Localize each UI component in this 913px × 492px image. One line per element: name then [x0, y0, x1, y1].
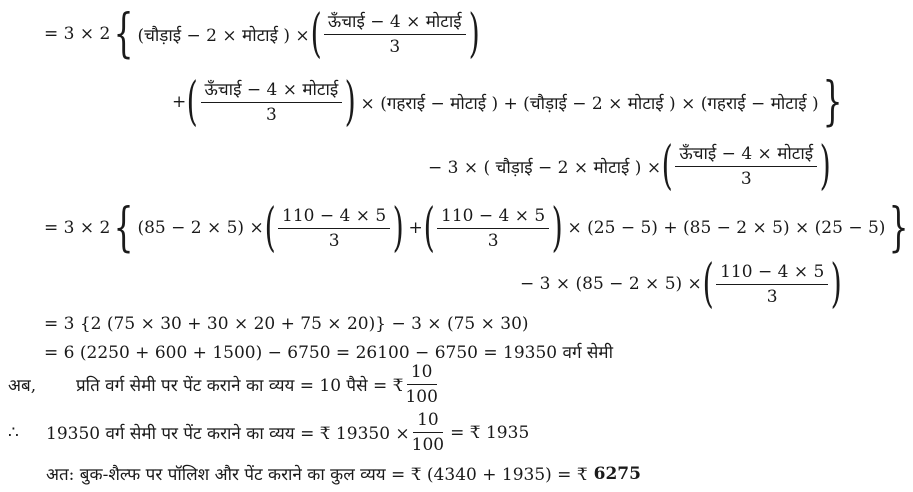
fraction-denominator: 3: [328, 230, 340, 251]
fraction-numerator: 10: [407, 362, 437, 385]
final-answer: 6275: [593, 463, 641, 484]
equation-line-4: [44, 198, 913, 258]
line-7-text: = 6 (2250 + 600 + 1500) − 6750 = 26100 − 6750 = 19350 वर्ग सेमी: [44, 343, 613, 363]
fraction-numerator: 110 − 4 × 5: [437, 206, 549, 229]
fraction-numerator: ऊँचाई − 4 × मोटाई: [201, 80, 343, 103]
line-8-lead: अब,: [8, 376, 37, 396]
fraction-numerator: 110 − 4 × 5: [716, 262, 828, 285]
final-total-line: [46, 462, 641, 485]
line-2-prefix: +: [172, 92, 187, 112]
equation-line-3: [428, 136, 831, 196]
line-9-result: = ₹ 1935: [450, 422, 530, 443]
fraction-denominator: 100: [411, 435, 445, 455]
line-4-tail: × (25 − 5) + (85 − 2 × 5) × (25 − 5): [567, 218, 886, 238]
close-paren: ): [819, 136, 831, 196]
fraction-denominator: 3: [389, 36, 401, 57]
line-1-term: (चौड़ाई − 2 × मोटाई ) ×: [137, 25, 310, 46]
open-paren: (: [186, 72, 198, 132]
total-paint-cost-line: [8, 410, 529, 455]
fraction-numerator: ऊँचाई − 4 × मोटाई: [675, 144, 817, 167]
therefore-symbol: ∴: [8, 422, 19, 443]
close-paren: ): [551, 198, 563, 258]
equation-line-5: [520, 254, 843, 314]
fraction: [405, 362, 437, 407]
line-4-prefix: = 3 × 2: [44, 218, 111, 238]
equation-line-1: [44, 4, 480, 64]
open-paren: (: [702, 254, 714, 314]
fraction: [278, 206, 390, 251]
close-paren: ): [468, 4, 480, 64]
close-paren: ): [392, 198, 404, 258]
fraction: [412, 410, 444, 455]
line-6-text: = 3 {2 (75 × 30 + 30 × 20 + 75 × 20)} − 3 × (75 × 30): [44, 314, 529, 334]
fraction: [437, 206, 549, 251]
close-brace: }: [889, 198, 909, 258]
open-paren: (: [423, 198, 435, 258]
line-5-term: − 3 × (85 − 2 × 5) ×: [520, 274, 702, 294]
line-4-term: (85 − 2 × 5) ×: [137, 218, 264, 238]
fraction: [201, 80, 343, 125]
equation-line-2: [172, 72, 846, 132]
fraction-numerator: 110 − 4 × 5: [278, 206, 390, 229]
close-paren: ): [830, 254, 843, 314]
equation-line-7: [44, 340, 613, 363]
fraction: [324, 12, 466, 57]
line-10-text: अत: बुक-शैल्फ पर पॉलिश और पेंट कराने का कुल व्यय = ₹ (4340 + 1935) = ₹: [46, 465, 588, 485]
line-9-text: 19350 वर्ग सेमी पर पेंट कराने का व्यय = ₹ 19350 ×: [46, 424, 410, 444]
fraction-denominator: 3: [487, 230, 499, 251]
fraction-denominator: 3: [265, 104, 277, 125]
fraction-numerator: 10: [413, 410, 443, 433]
line-3-term: − 3 × ( चौड़ाई − 2 × मोटाई ) ×: [428, 157, 662, 178]
open-paren: (: [264, 198, 276, 258]
plus-sign: +: [408, 218, 423, 238]
close-paren: ): [344, 72, 356, 132]
fraction: [675, 144, 817, 189]
open-paren: (: [310, 4, 322, 64]
cost-per-unit-line: [8, 362, 440, 407]
fraction-denominator: 100: [405, 387, 438, 407]
fraction-denominator: 3: [766, 286, 778, 307]
open-brace: {: [113, 4, 134, 64]
line-1-prefix: = 3 × 2: [44, 24, 111, 44]
open-brace: {: [113, 198, 134, 258]
close-brace: }: [822, 72, 843, 132]
open-paren: (: [661, 136, 673, 196]
line-2-term: × (गहराई − मोटाई ) + (चौड़ाई − 2 × मोटाई ) × (गहराई − मोटाई ): [360, 93, 819, 114]
fraction: [716, 262, 828, 307]
equation-line-6: [44, 314, 529, 334]
fraction-denominator: 3: [740, 168, 752, 189]
fraction-numerator: ऊँचाई − 4 × मोटाई: [324, 12, 466, 35]
line-8-text: प्रति वर्ग सेमी पर पेंट कराने का व्यय = 10 पैसे = ₹: [76, 376, 404, 396]
